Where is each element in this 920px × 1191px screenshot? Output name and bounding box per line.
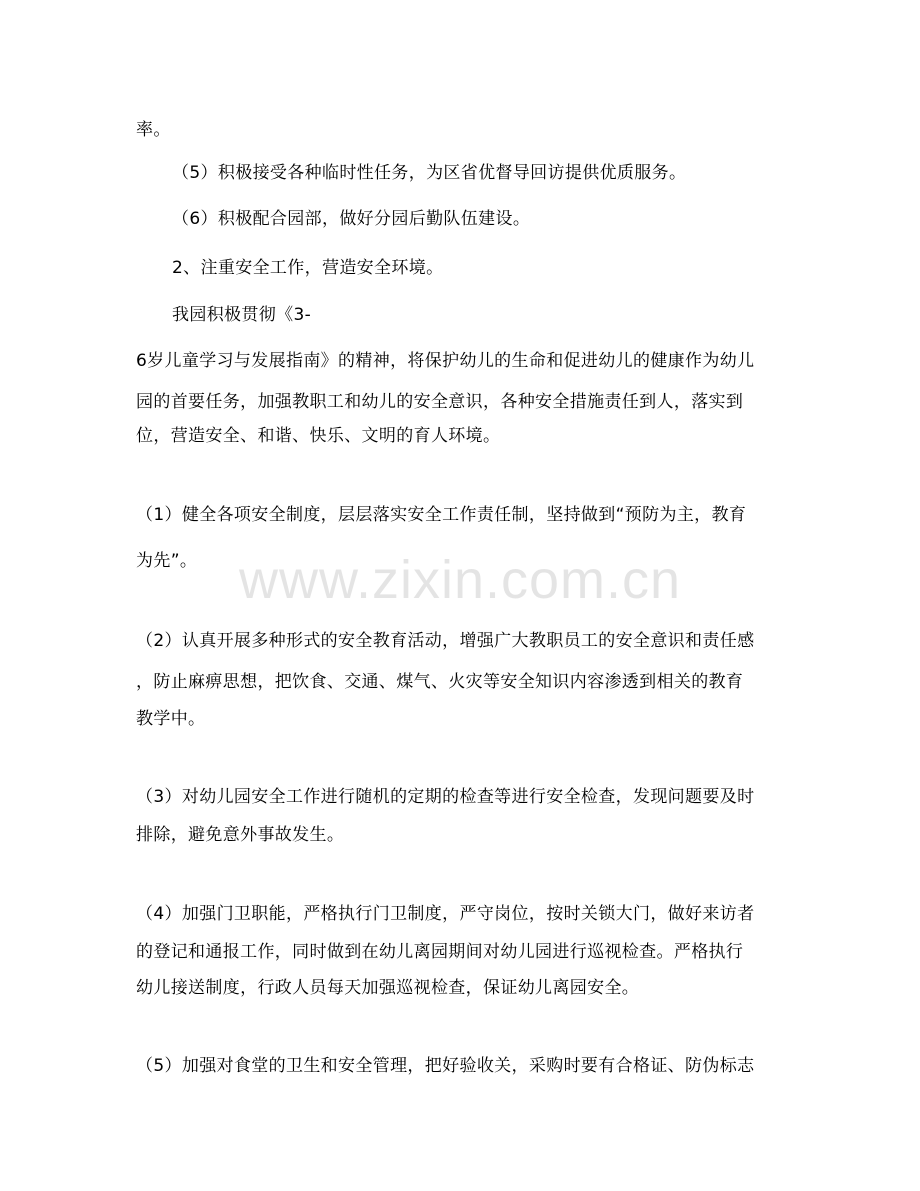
text-line: （4）加强门卫职能，严格执行门卫制度，严守岗位，按时关锁大门，做好来访者 [136,904,755,924]
text-line: 排除，避免意外事故发生。 [136,825,345,845]
text-line: （5）加强对食堂的卫生和安全管理，把好验收关，采购时要有合格证、防伪标志 [136,1056,755,1076]
text-line: 为先”。 [136,551,198,571]
text-line: 幼儿接送制度，行政人员每天加强巡视检查，保证幼儿离园安全。 [136,978,640,998]
text-line: （2）认真开展多种形式的安全教育活动，增强广大教职员工的安全意识和责任感 [136,631,755,651]
text-line: （1）健全各项安全制度，层层落实安全工作责任制，坚持做到“预防为主，教育 [136,505,747,525]
text-line: 园的首要任务，加强教职工和幼儿的安全意识，各种安全措施责任到人，落实到 [136,392,744,412]
text-line: 率。 [136,120,171,140]
text-line: （6）积极配合园部，做好分园后勤队伍建设。 [172,209,531,229]
text-line: （3）对幼儿园安全工作进行随机的定期的检查等进行安全检查，发现问题要及时 [136,787,755,807]
text-line: 位，营造安全、和谐、快乐、文明的育人环境。 [136,426,501,446]
text-line: 我园积极贯彻《3- [172,305,312,325]
watermark: www.zixin.com.cn [238,550,682,610]
text-line: 的登记和通报工作，同时做到在幼儿离园期间对幼儿园进行巡视检查。严格执行 [136,942,744,962]
text-line: 教学中。 [136,709,206,729]
text-line: ，防止麻痹思想，把饮食、交通、煤气、火灾等安全知识内容渗透到相关的教育 [136,672,744,692]
text-line: （5）积极接受各种临时性任务，为区省优督导回访提供优质服务。 [172,163,687,183]
text-line: 6岁儿童学习与发展指南》的精神，将保护幼儿的生命和促进幼儿的健康作为幼儿 [136,351,755,371]
section-heading: 2、注重安全工作，营造安全环境。 [172,258,444,278]
